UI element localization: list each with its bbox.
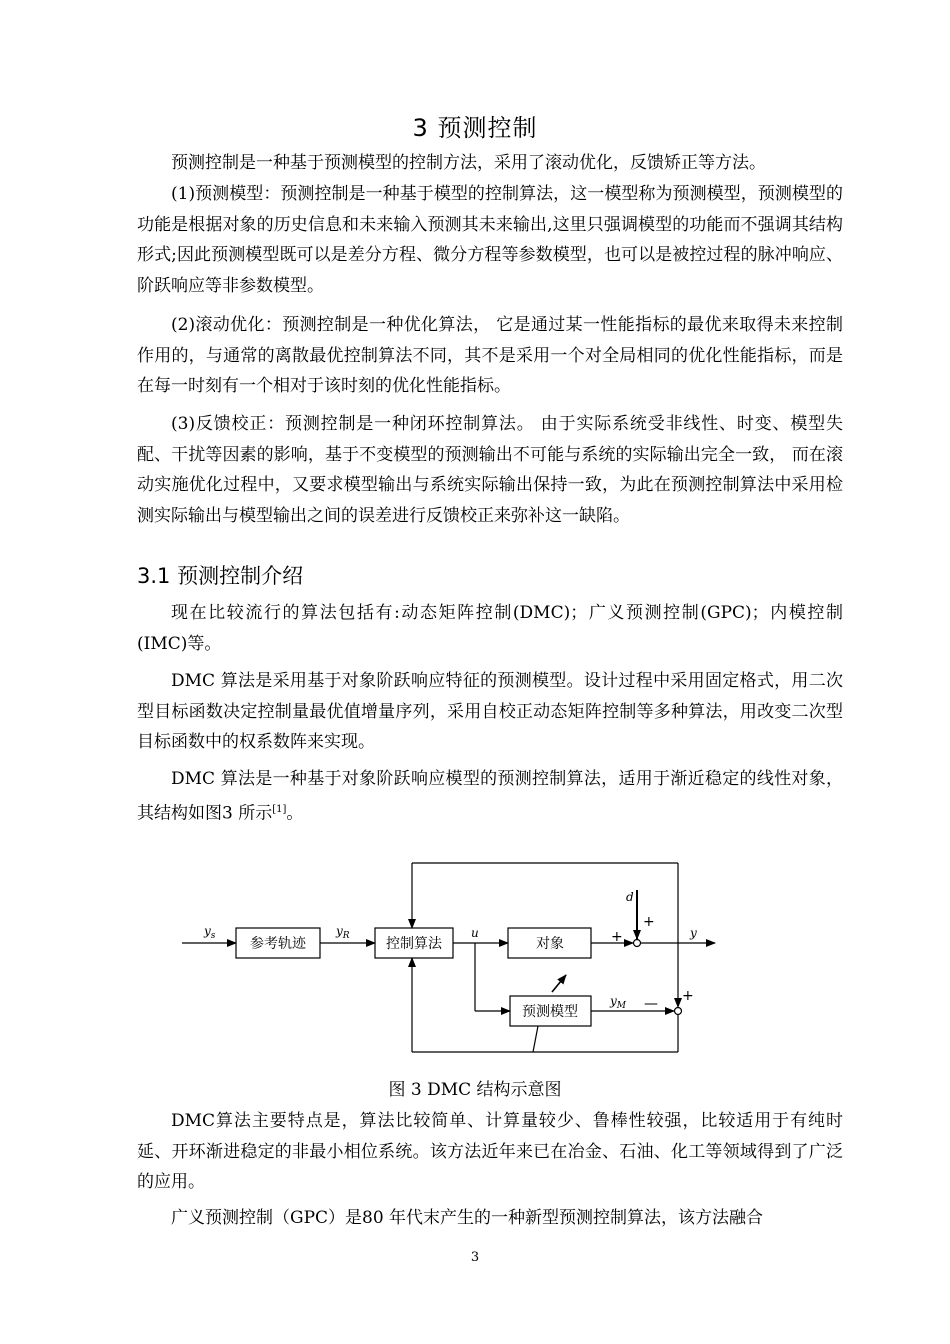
signal-d: d [626, 890, 634, 904]
paragraph: (2)滚动优化：预测控制是一种优化算法， 它是通过某一性能指标的最优来取得未来控制作用的，与通常的离散最优控制算法不同，其不是采用一个对全局相同的优化性能指标，而是在每一时刻有一个相对于该时刻的优化性能指标。 [137, 315, 843, 396]
paragraph: DMC算法主要特点是，算法比较简单、计算量较少、鲁棒性较强，比较适用于有纯时延、开环渐进稳定的非最小相位系统。该方法近年来已在冶金、石油、化工等领域得到了广泛的应用。 [137, 1111, 843, 1192]
paragraph: 现在比较流行的算法包括有:动态矩阵控制(DMC)；广义预测控制(GPC)；内模控制(IMC)等。 [137, 603, 843, 654]
plus-sign: + [643, 914, 655, 930]
signal-ys-sub: s [210, 931, 216, 941]
plus-sign: + [682, 988, 694, 1004]
reference-trajectory-label: 参考轨迹 [250, 936, 306, 952]
page-number: 3 [470, 1250, 480, 1265]
minus-sign: — [644, 996, 658, 1012]
signal-ys [203, 924, 216, 941]
paragraph: (3)反馈校正：预测控制是一种闭环控制算法。 由于实际系统受非线性、时变、模型失配、干扰等因素的影响，基于不变模型的预测输出不可能与系统的实际输出完全一致， 而在滚动实施优化过程中，又要求模型输出与系统实际输出保持一致，为此在预测控制算法中采用检测实际输出与模型输出之间的误差进行反馈校正来弥补这一缺陷。 [137, 414, 843, 526]
paragraph-with-citation [137, 764, 843, 829]
chapter-title: 3 预测控制 [412, 114, 538, 142]
summing-junction-output [634, 940, 641, 947]
paragraph-end: 。 [286, 803, 304, 824]
signal-ym-sub: M [616, 1001, 626, 1011]
prediction-model-label: 预测模型 [522, 1004, 578, 1020]
citation: [1] [272, 803, 287, 815]
signal-y: y [690, 926, 697, 940]
paragraph: 广义预测控制（GPC）是80 年代末产生的一种新型预测控制算法，该方法融合 [171, 1208, 764, 1228]
signal-ys-base: y [204, 924, 211, 938]
paragraph-text: DMC 算法是一种基于对象阶跃响应模型的预测控制算法，适用于渐近稳定的线性对象，其结构如图3 所示 [137, 769, 843, 824]
paragraph: DMC 算法是采用基于对象阶跃响应特征的预测模型。设计过程中采用固定格式，用二次型目标函数决定控制量最优值增量序列，采用自校正动态矩阵控制等多种算法，用改变二次型目标函数中的权系数阵来实现。 [137, 671, 843, 752]
signal-yr-sub: R [342, 931, 350, 941]
plant-label: 对象 [536, 936, 564, 952]
signal-yr-base: y [336, 924, 343, 938]
paragraph: (1)预测模型：预测控制是一种基于模型的控制算法，这一模型称为预测模型，预测模型的功能是根据对象的历史信息和未来输入预测其未来输出,这里只强调模型的功能而不强调其结构形式;因此预测模型既可以是差分方程、微分方程等参数模型，也可以是被控过程的脉冲响应、阶跃响应等非参数模型。 [137, 184, 843, 296]
signal-u: u [471, 926, 479, 940]
paragraph: 预测控制是一种基于预测模型的控制方法，采用了滚动优化，反馈矫正等方法。 [171, 153, 766, 173]
signal-yr [335, 924, 350, 941]
signal-ym-base: y [610, 994, 617, 1008]
figure-caption: 图 3 DMC 结构示意图 [388, 1080, 562, 1100]
plus-sign: + [611, 929, 623, 945]
summing-junction-error [675, 1008, 682, 1015]
dmc-structure-diagram [160, 855, 730, 1065]
signal-ym [609, 994, 627, 1011]
controller-label: 控制算法 [386, 936, 442, 952]
section-title: 3.1 预测控制介绍 [137, 564, 304, 588]
